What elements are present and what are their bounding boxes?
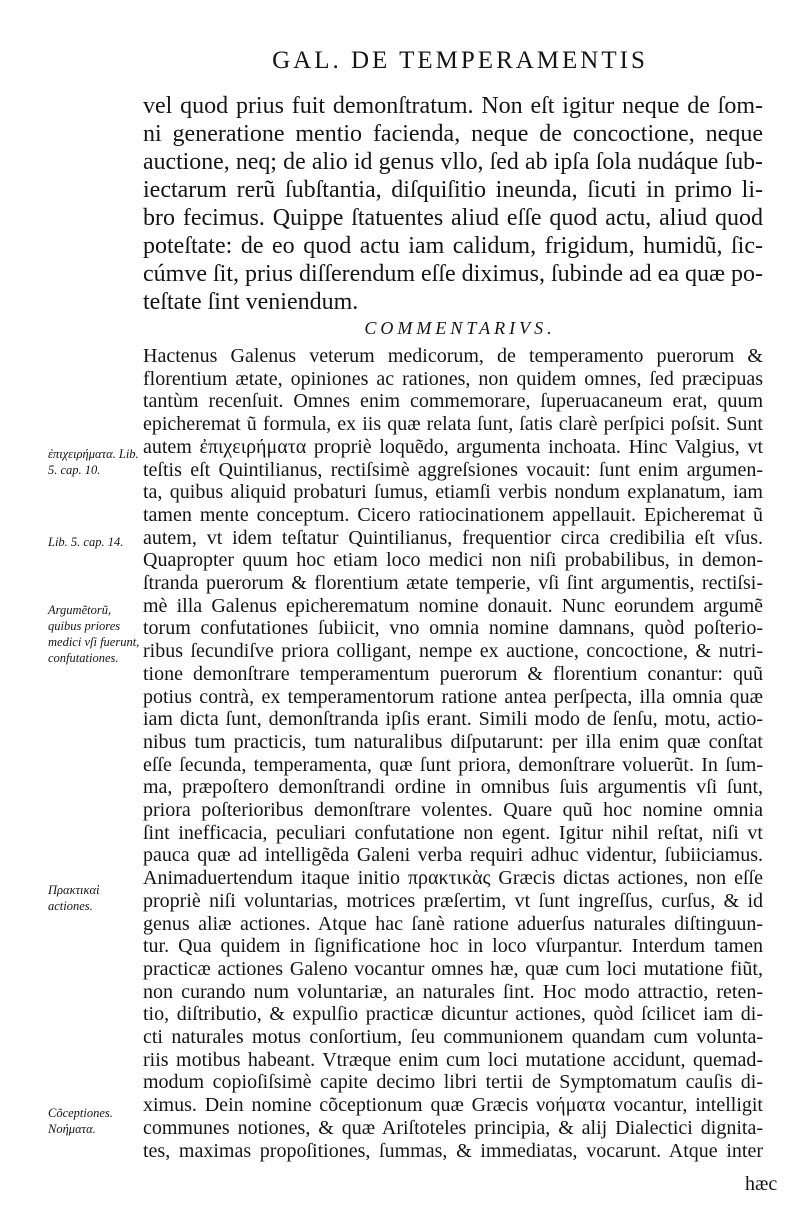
text-line: epicheremat ũ formula, ex iis quæ relata ſunt, ſatis clarè perſpici poſsit. Sunt (143, 413, 763, 436)
text-line: cúmve ſit, prius diſſerendum eſſe diximus, ſubinde ad ea quæ po- (143, 261, 763, 287)
text-line: ſtranda puerorum & florentium ætate temperie, vſi ſint argumentis, rectiſsi- (143, 572, 763, 594)
text-line: ta, quibus aliquid probaturi ſumus, etiamſi verbis nondum explanatum, iam (143, 481, 763, 504)
margin-note: Lib. 5. cap. 14. (48, 535, 124, 549)
margin-note: Argumẽtorũ, quibus priores medici vſi fuerunt, confutationes. (48, 603, 140, 665)
text-line: teſtis eſt Quintilianus, rectiſsimè aggreſsiones vocauit: ſunt enim argumen- (143, 458, 763, 481)
text-line: tione demonſtrare temperamentum puerorum & florentium conantur: quũ (143, 662, 763, 685)
text-line: teſtate ſint veniendum. (143, 289, 359, 315)
margin-note: Cõceptiones. Νοήματα. (48, 1106, 113, 1136)
text-line: riis motibus habeant. Vtræque enim cum loci mutatione accidunt, quemad- (143, 1048, 763, 1071)
text-line: ximus. Dein nomine cõceptionum quæ Græcis νοήματα vocantur, intelligit (143, 1094, 763, 1117)
text-line: cti naturales motus conſortium, ſeu communionem quandam cum volunta- (143, 1026, 763, 1048)
text-line: ribus ſecundiſve priora colligant, nempe ex auctione, concoctione, & nutri- (143, 640, 763, 663)
text-line: eſſe ſecunda, temperamenta, quæ ſunt priora, demonſtrare voluerũt. In ſum- (143, 753, 763, 776)
text-line: vel quod prius fuit demonſtratum. Non eſt igitur neque de ſom- (143, 93, 763, 119)
text-line: torum confutationes ſubiicit, vno omnia nomine damnans, quòd poſterio- (143, 617, 763, 640)
text-line: potius contrà, ex temperamentorum ratione antea perſpecta, illa omnia quæ (143, 685, 763, 708)
text-line: modum copioſiſsimè capite decimo libri tertii de Symptomatum cauſis di- (143, 1071, 763, 1094)
text-line: tamen mente conceptum. Cicero ratiocinationem appellauit. Epicheremat ũ (143, 503, 763, 526)
text-line: iectarum rerũ ſubſtantia, diſquiſitio ineunda, ſicuti in primo li- (143, 177, 763, 203)
text-line: tes, maximas propoſitiones, ſummas, & immediatas, vocarunt. Atque inter (143, 1139, 763, 1162)
text-line: practicæ actiones Galeno vocantur omnes hæ, quæ cum loci mutatione fiũt, (143, 957, 763, 980)
margin-note: Πρακτικαὶ actiones. (48, 883, 100, 913)
text-line: tur. Qua quidem in ſignificatione hoc in loco vſurpantur. Interdum tamen (143, 935, 763, 958)
text-line: Animaduertendum itaque initio πρακτικὰς Græcis dictas actiones, non eſſe (143, 867, 763, 890)
text-line: tio, diſtributio, & expulſio practicæ dicuntur actiones, quòd ſcilicet iam di- (143, 1003, 763, 1026)
text-line: autem, vt idem teſtatur Quintilianus, frequentior circa credibilia eſt vſus. (143, 526, 763, 549)
text-line: genus aliæ actiones. Atque hac ſanè ratione aduerſus naturales diſtinguun- (143, 912, 763, 935)
text-line: poteſtate: de eo quod actu iam calidum, frigidum, humidũ, ſic- (143, 233, 763, 259)
text-line: florentium ætate, opiniones ac rationes, non quidem omnes, ſed præcipuas (143, 367, 763, 390)
catchword: hæc (745, 1173, 778, 1195)
margin-note: ἐπιχειρήματα. Lib. 5. cap. 10. (48, 447, 139, 477)
text-line: nibus tum practicis, tum naturalibus diſputarunt: per illa enim quæ conſtat (143, 730, 763, 753)
text-line: tantùm recenſuit. Omnes enim commemorare, ſuperuacaneum erat, quum (143, 390, 763, 413)
text-line: autem ἐπιχειρήματα propriè loquẽdo, argumenta inchoata. Hinc Valgius, vt (143, 435, 763, 458)
text-line: Quapropter quum hoc etiam loco medici non niſi probabilibus, in demon- (143, 549, 763, 572)
text-line: bro fecimus. Quippe ſtatuentes aliud eſſe quod actu, aliud quod (143, 205, 763, 231)
text-line: iam dicta ſunt, demonſtranda ipſis erant. Simili modo de ſenſu, motu, actio- (143, 708, 763, 731)
text-line: ſint inefficacia, peculiari confutatione non egent. Igitur nihil reſtat, niſi vt (143, 821, 763, 844)
section-heading: COMMENTARIVS. (364, 318, 556, 338)
running-head: GAL. DE TEMPERAMENTIS (272, 47, 648, 74)
text-line: communes notiones, & quæ Ariſtoteles principia, & alij Dialectici dignita- (143, 1116, 763, 1139)
text-line: auctione, neq; de alio id genus vllo, ſed ab ipſa ſola nudáque ſub- (143, 149, 763, 175)
text-line: mè illa Galenus epicherematum nomine donauit. Nunc eorundem argumẽ (143, 594, 763, 617)
text-line: ni generatione mentio facienda, neque de concoctione, neque (143, 121, 763, 147)
text-line: pauca quæ ad intelligẽda Galeni verba requiri adhuc videntur, ſubiiciamus. (143, 844, 763, 867)
text-line: Hactenus Galenus veterum medicorum, de temperamento puerorum & (143, 345, 763, 367)
text-line: ma, præpoſtero demonſtrandi ordine in omnibus ſuis argumentis vſi ſunt, (143, 776, 763, 799)
text-line: propriè niſi voluntarias, motrices præſertim, vt ſunt ingreſſus, curſus, & id (143, 889, 763, 912)
text-line: priora poſterioribus demonſtrare volentes. Quare quũ hoc nomine omnia (143, 799, 763, 821)
text-line: non curando num voluntariæ, an naturales ſint. Hoc modo attractio, reten- (143, 980, 763, 1003)
